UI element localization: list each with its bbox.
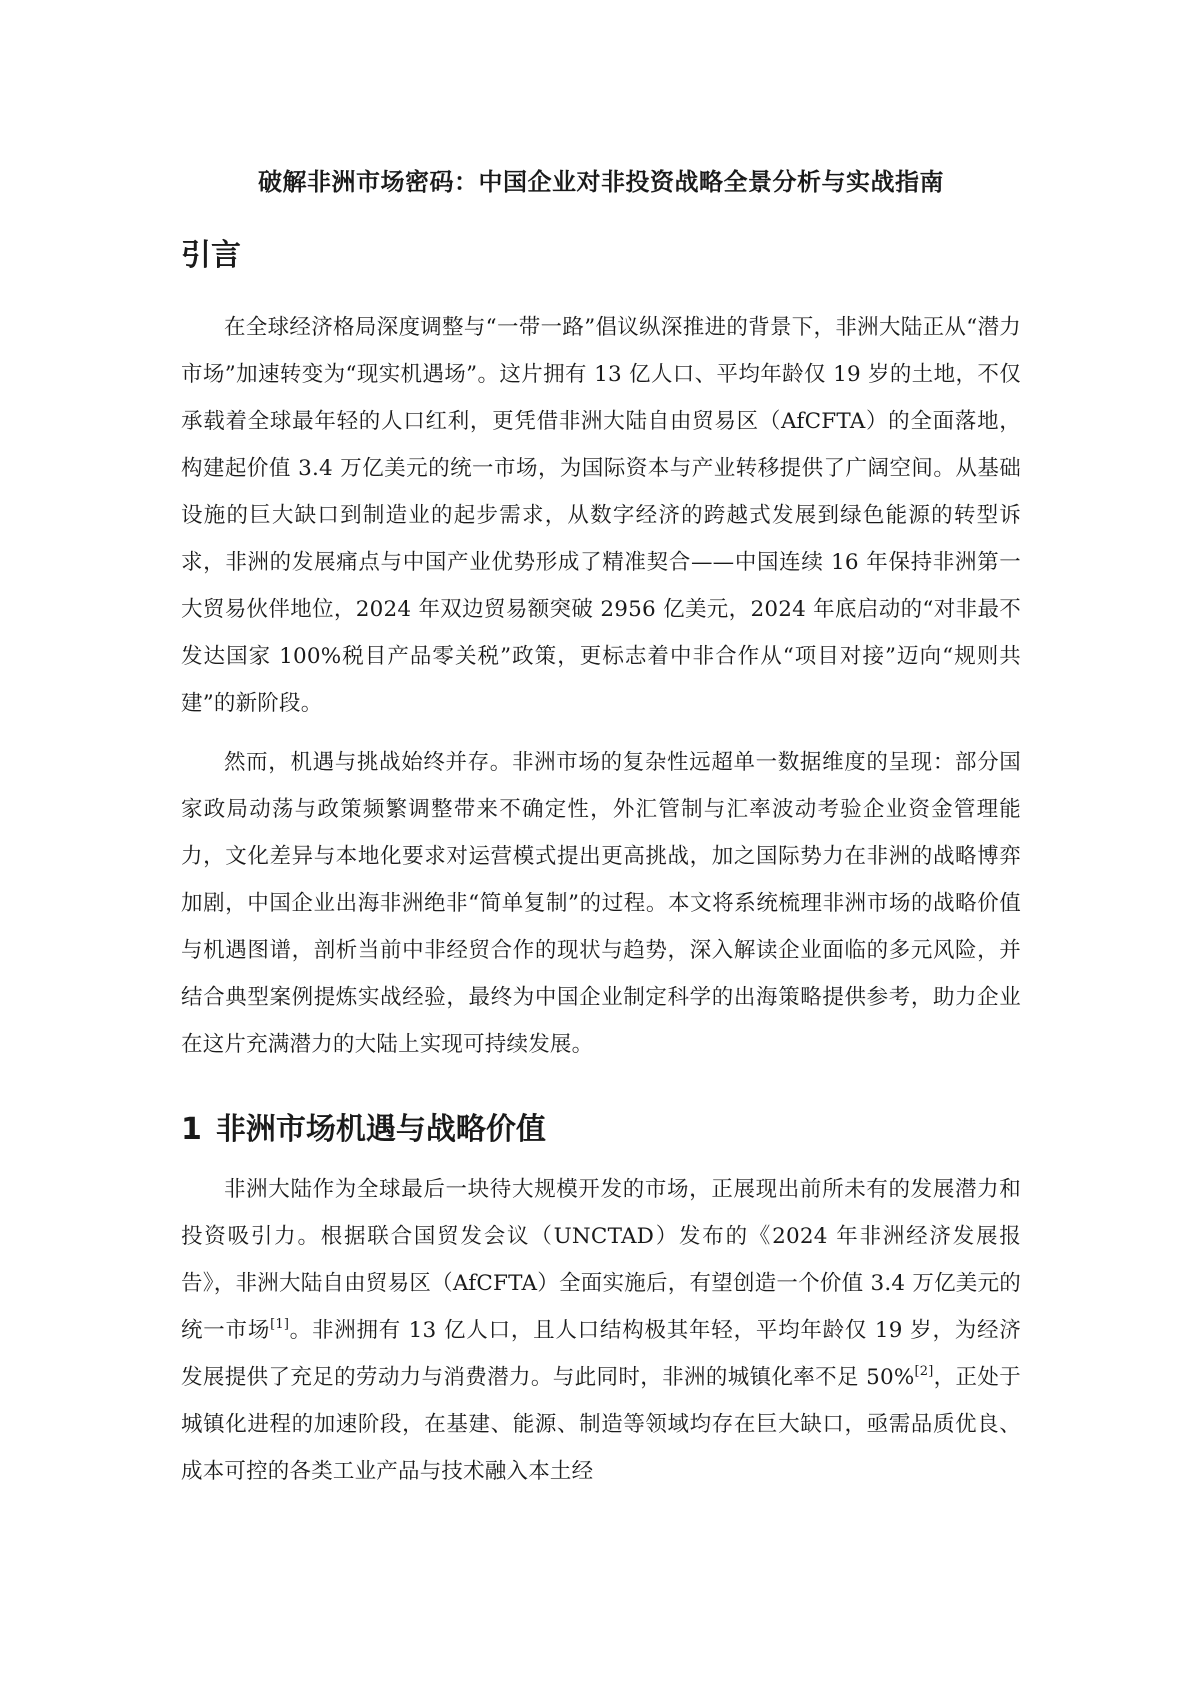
page-content <box>181 150 1021 1495</box>
section-1-text-part1: 非洲大陆作为全球最后一块待大规模开发的市场，正展现出前所未有的发展潜力和投资吸引力。根据联合国贸发会议（UNCTAD）发布的《2024 年非洲经济发展报告》，非洲大陆自由贸易区（AfCFTA）全面实施后，有望创造一个价值 3.4 万亿美元的统一市场 <box>181 1177 1021 1343</box>
citation-ref-1[interactable]: [1] <box>270 1317 290 1332</box>
document-title: 破解非洲市场密码：中国企业对非投资战略全景分析与实战指南 <box>258 168 944 196</box>
section-1-text-part3: ，正处于城镇化进程的加速阶段，在基建、能源、制造等领域均存在巨大缺口，亟需品质优良、成本可控的各类工业产品与技术融入本土经 <box>181 1365 1021 1484</box>
intro-paragraph-2: 然而，机遇与挑战始终并存。非洲市场的复杂性远超单一数据维度的呈现：部分国家政局动荡与政策频繁调整带来不确定性，外汇管制与汇率波动考验企业资金管理能力，文化差异与本地化要求对运营模式提出更高挑战，加之国际势力在非洲的战略博弈加剧，中国企业出海非洲绝非“简单复制”的过程。本文将系统梳理非洲市场的战略价值与机遇图谱，剖析当前中非经贸合作的现状与趋势，深入解读企业面临的多元风险，并结合典型案例提炼实战经验，最终为中国企业制定科学的出海策略提供参考，助力企业在这片充满潜力的大陆上实现可持续发展。 <box>181 750 1021 1057</box>
section-1-text-part2: 。非洲拥有 13 亿人口，且人口结构极其年轻，平均年龄仅 19 岁，为经济发展提供了充足的劳动力与消费潜力。与此同时，非洲的城镇化率不足 50% <box>181 1318 1021 1390</box>
section-1-number: 1 <box>181 1112 202 1147</box>
section-1-heading <box>181 1110 1021 1150</box>
section-1-title: 非洲市场机遇与战略价值 <box>215 1112 546 1147</box>
intro-heading: 引言 <box>181 238 241 273</box>
section-1-paragraph <box>181 1166 1021 1495</box>
citation-ref-2[interactable]: [2] <box>914 1364 934 1379</box>
intro-paragraph-1: 在全球经济格局深度调整与“一带一路”倡议纵深推进的背景下，非洲大陆正从“潜力市场”加速转变为“现实机遇场”。这片拥有 13 亿人口、平均年龄仅 19 岁的土地，不仅承载着全球最年轻的人口红利，更凭借非洲大陆自由贸易区（AfCFTA）的全面落地，构建起价值 3.4 万亿美元的统一市场，为国际资本与产业转移提供了广阔空间。从基础设施的巨大缺口到制造业的起步需求，从数字经济的跨越式发展到绿色能源的转型诉求，非洲的发展痛点与中国产业优势形成了精准契合——中国连续 16 年保持非洲第一大贸易伙伴地位，2024 年双边贸易额突破 2956 亿美元，2024 年底启动的“对非最不发达国家 100%税目产品零关税”政策，更标志着中非合作从“项目对接”迈向“规则共建”的新阶段。 <box>181 315 1021 716</box>
